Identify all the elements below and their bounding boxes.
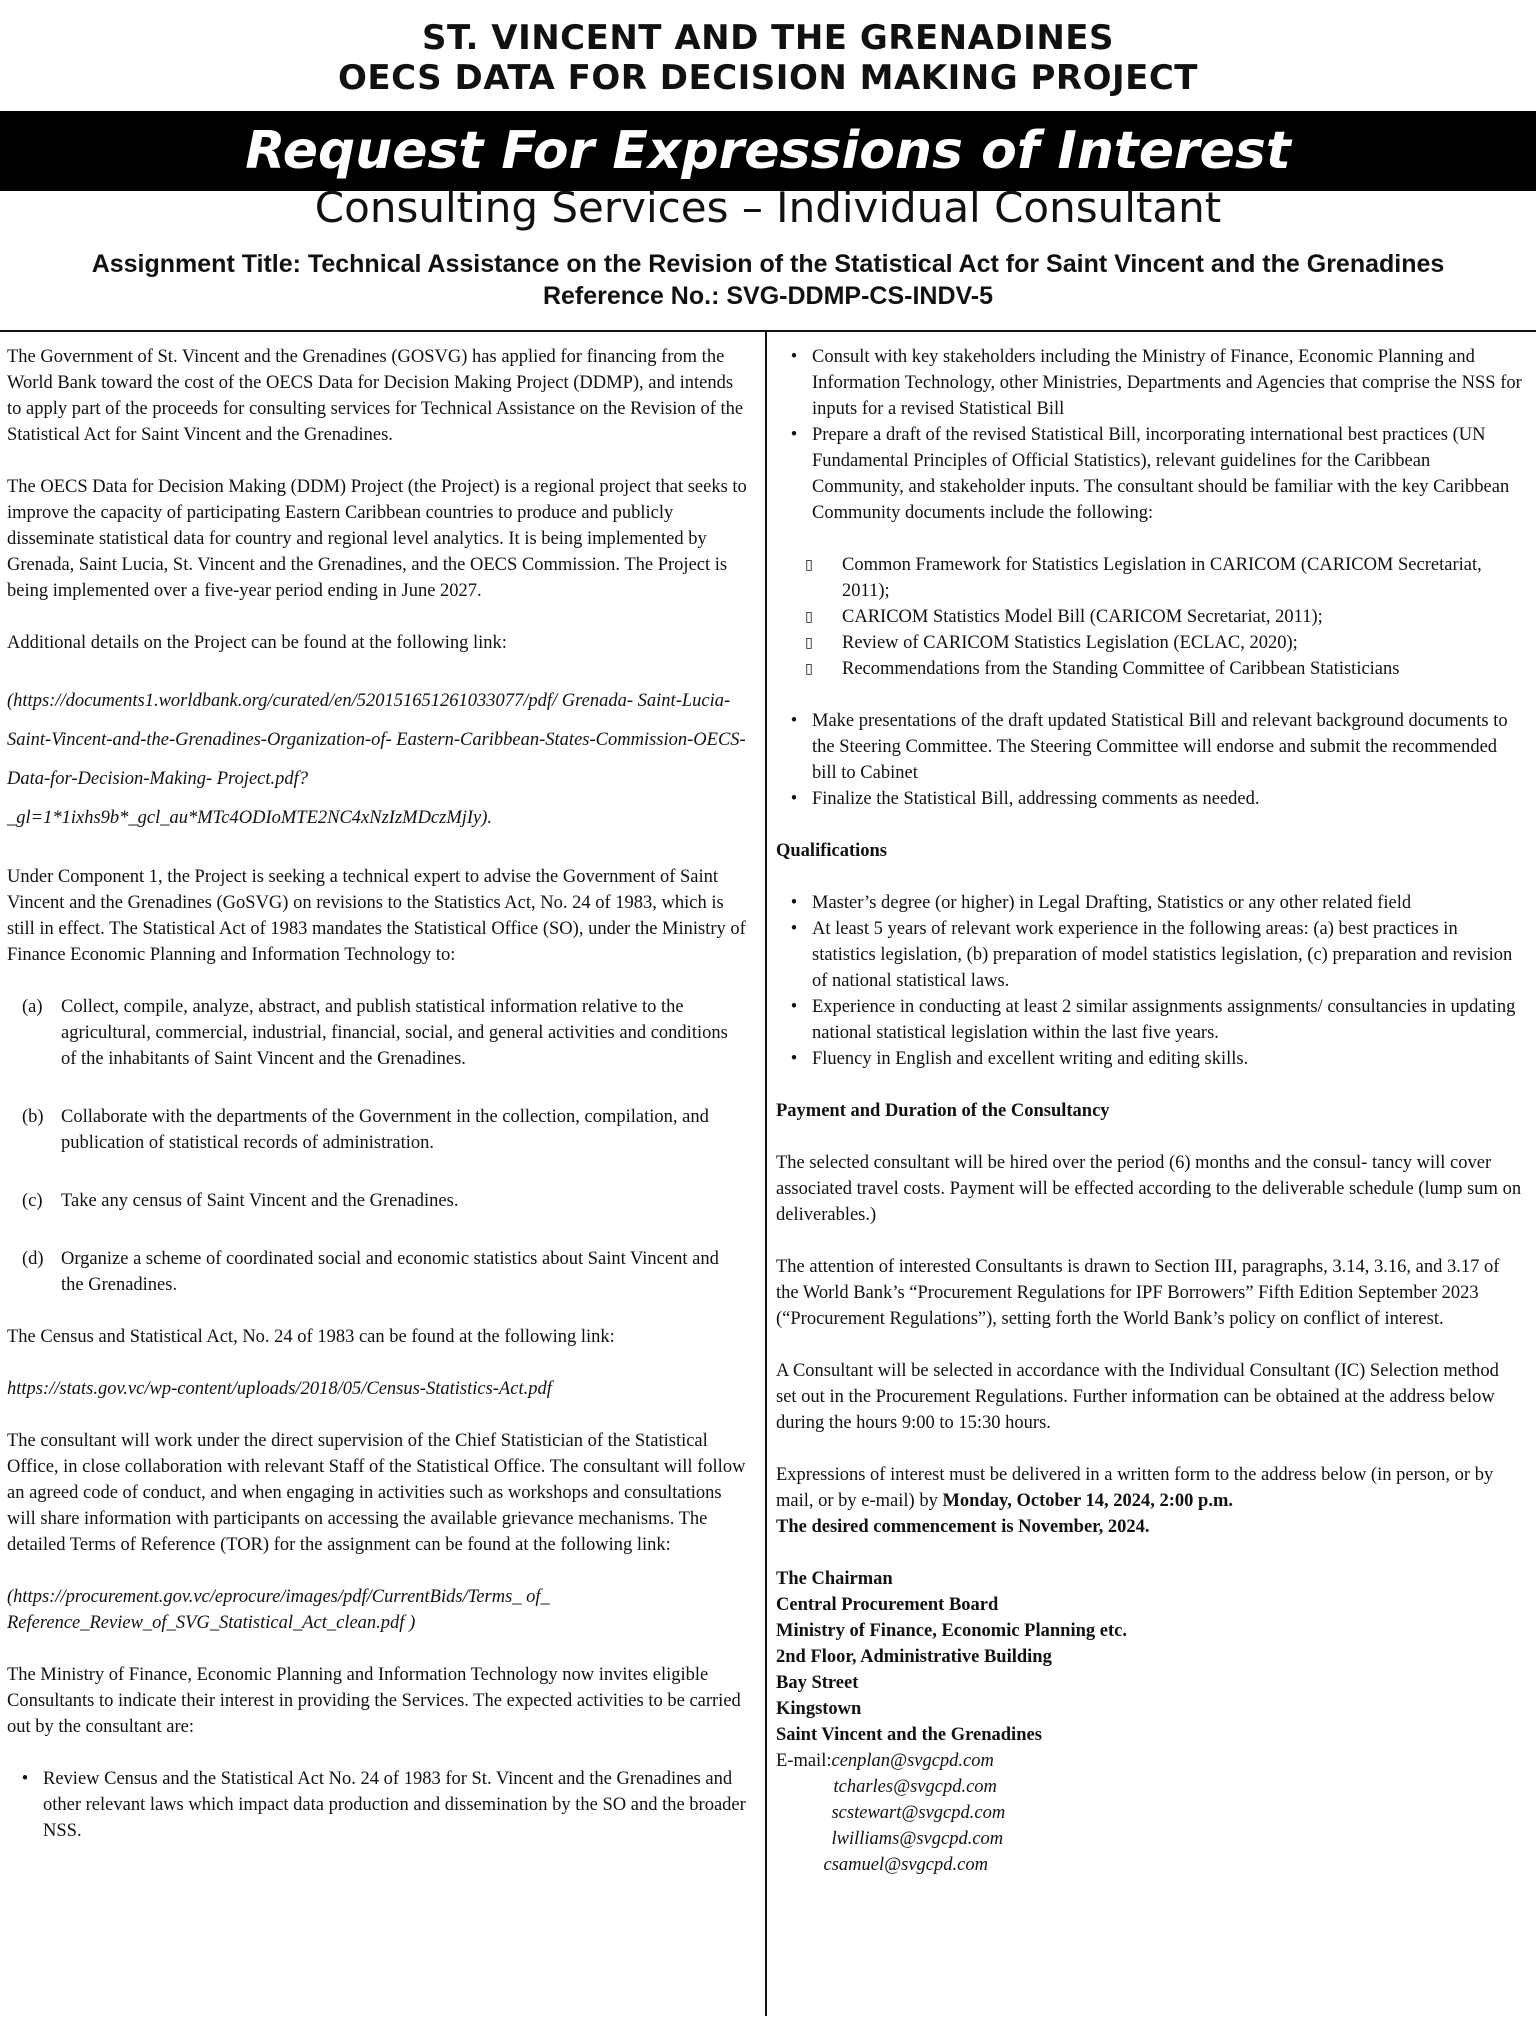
document-text: CARICOM Statistics Model Bill (CARICOM Secretariat, 2011); (842, 607, 1323, 627)
invitation-paragraph: The Ministry of Finance, Economic Planning and Information Technology now invites eligible Consultants to indicate their interest in providing the Services. The expected activities to be carried out by the consultant are: (7, 1665, 741, 1737)
document-text: Common Framework for Statistics Legislation in CARICOM (CARICOM Secretariat, 2011); (842, 555, 1482, 601)
left-column (7, 344, 749, 1844)
mandate-item (7, 994, 749, 1072)
tor-link[interactable]: (https://procurement.gov.vc/eprocure/images/pdf/CurrentBids/Terms_ of_ Reference_Review_of_SVG_Statistical_Act_clean.pdf ) (7, 1587, 550, 1633)
mandate-item-text: Organize a scheme of coordinated social and economic statistics about Saint Vincent and the Grenadines. (61, 1249, 719, 1295)
bullet-icon: • (790, 425, 798, 445)
subtitle: Consulting Services – Individual Consultant (314, 183, 1222, 232)
selection-method-paragraph: A Consultant will be selected in accordance with the Individual Consultant (IC) Selection method set out in the Procurement Regulations. Further information can be obtained at the address below during the hours 9:00 to 15:30 hours. (776, 1361, 1499, 1433)
bullet-icon: • (790, 919, 798, 939)
activity-bullet (776, 344, 1524, 422)
bullet-icon: • (790, 711, 798, 731)
horizontal-rule (0, 330, 1536, 332)
checkbox-icon: ▯ (805, 557, 813, 573)
mandate-item-label: (a) (22, 997, 43, 1017)
mandate-item-label: (d) (22, 1249, 44, 1269)
qualification-text: Fluency in English and excellent writing and editing skills. (812, 1049, 1249, 1069)
activity-text: Consult with key stakeholders including the Ministry of Finance, Economic Planning and Information Technology, other Ministries, Departments and Agencies that comprise the NSS for inputs for a revised Statistical Bill (812, 347, 1522, 419)
address-line: 2nd Floor, Administrative Building (776, 1647, 1052, 1667)
email-address[interactable]: lwilliams@svgcpd.com (831, 1829, 1004, 1849)
mandate-item-text: Collaborate with the departments of the Government in the collection, compilation, and publication of statistical records of administration. (61, 1107, 709, 1153)
census-act-link[interactable]: https://stats.gov.vc/wp-content/uploads/2018/05/Census-Statistics-Act.pdf (7, 1379, 552, 1399)
email-block (776, 1748, 1524, 1878)
mandate-item (7, 1188, 749, 1214)
activity-bullet (776, 708, 1524, 786)
assignment-block (0, 248, 1536, 312)
qualifications-heading: Qualifications (776, 841, 888, 861)
activity-list (776, 344, 1524, 526)
payment-heading: Payment and Duration of the Consultancy (776, 1101, 1110, 1121)
conflict-of-interest-paragraph: The attention of interested Consultants is drawn to Section III, paragraphs, 3.14, 3.16, and 3.17 of the World Bank’s “Procurement Regulations for IPF Borrowers” Fifth Edition September 2023 (“Procurement Regulations”), setting forth the World Bank’s policy on conflict of interest. (776, 1257, 1500, 1329)
document-item (776, 552, 1524, 604)
header-project: OECS DATA FOR DECISION MAKING PROJECT (337, 58, 1199, 98)
component-paragraph: Under Component 1, the Project is seeking a technical expert to advise the Government of Saint Vincent and the Grenadines (GoSVG) on revisions to the Statistics Act, No. 24 of 1983, which is still in effect. The Statistical Act of 1983 mandates the Statistical Office (SO), under the Ministry of Finance Economic Planning and Information Technology to: (7, 867, 746, 965)
email-address[interactable]: tcharles@svgcpd.com (833, 1777, 997, 1797)
qualification-item (776, 994, 1524, 1046)
header-country: ST. VINCENT AND THE GRENADINES (421, 18, 1114, 58)
caricom-documents-list (776, 552, 1524, 682)
right-column (776, 344, 1524, 1878)
address-line: Saint Vincent and the Grenadines (776, 1725, 1042, 1745)
bullet-icon: • (21, 1769, 29, 1789)
address-line: Central Procurement Board (776, 1595, 999, 1615)
bullet-icon: • (790, 789, 798, 809)
bullet-icon: • (790, 1049, 798, 1069)
commencement-date: The desired commencement is November, 2024. (776, 1517, 1150, 1537)
qualification-text: Experience in conducting at least 2 similar assignments assignments/ consultancies in updating national statistical legislation within the last five years. (812, 997, 1516, 1043)
supervision-paragraph: The consultant will work under the direct supervision of the Chief Statistician of the Statistical Office, in close collaboration with relevant Staff of the Statistical Office. The consultant will follow an agreed code of conduct, and when engaging in activities such as workshops and consultations will share information with participants on accessing the available grievance mechanisms. The detailed Terms of Reference (TOR) for the assignment can be found at the following link: (7, 1431, 746, 1555)
activity-text: Make presentations of the draft updated Statistical Bill and relevant background documents to the Steering Committee. The Steering Committee will endorse and submit the recommended bill to Cabinet (812, 711, 1508, 783)
mandate-item-text: Take any census of Saint Vincent and the Grenadines. (61, 1191, 459, 1211)
reference-number: Reference No.: SVG-DDMP-CS-INDV-5 (542, 282, 994, 310)
qualification-text: Master’s degree (or higher) in Legal Drafting, Statistics or any other related field (812, 893, 1412, 913)
qualification-item (776, 1046, 1524, 1072)
submission-text: Expressions of interest must be delivered in a written form to the address below (in person, or by mail, or by e-mail) by (776, 1465, 1494, 1511)
qualification-text: At least 5 years of relevant work experience in the following areas: (a) best practices in statistics legislation, (b) preparation of model statistics legislation, (c) preparation and revision of national statistical laws. (812, 919, 1513, 991)
mandate-item (7, 1104, 749, 1156)
bullet-icon: • (790, 997, 798, 1017)
qualification-item (776, 916, 1524, 994)
bullet-icon: • (790, 893, 798, 913)
activity-bullet (776, 422, 1524, 526)
document-item (776, 630, 1524, 656)
document-text: Review of CARICOM Statistics Legislation (ECLAC, 2020); (842, 633, 1298, 653)
column-divider (765, 332, 767, 2016)
checkbox-icon: ▯ (805, 635, 813, 651)
submission-paragraph (776, 1462, 1524, 1540)
address-line: The Chairman (776, 1569, 893, 1589)
email-address[interactable]: csamuel@svgcpd.com (823, 1855, 988, 1875)
census-act-intro: The Census and Statistical Act, No. 24 of 1983 can be found at the following link: (7, 1327, 615, 1347)
document-item (776, 656, 1524, 682)
details-intro: Additional details on the Project can be found at the following link: (7, 633, 507, 653)
activity-text: Finalize the Statistical Bill, addressing comments as needed. (812, 789, 1260, 809)
address-line: Ministry of Finance, Economic Planning etc. (776, 1621, 1127, 1641)
mandate-item-label: (c) (22, 1191, 43, 1211)
intro-paragraph: The Government of St. Vincent and the Grenadines (GOSVG) has applied for financing from the World Bank toward the cost of the OECS Data for Decision Making Project (DDMP), and intends to apply part of the proceeds for consulting services for Technical Assistance on the Revision of the Statistical Act for Saint Vincent and the Grenadines. (7, 347, 744, 445)
email-list (823, 1748, 1006, 1878)
bullet-icon: • (790, 347, 798, 367)
activity-bullet (776, 786, 1524, 812)
checkbox-icon: ▯ (805, 661, 813, 677)
project-link[interactable]: (https://documents1.worldbank.org/curated/en/520151651261033077/pdf/ Grenada- Saint-Lucia-Saint-Vincent-and-the-Grenadines-Organization-of- Eastern-Caribbean-States-Commission-OECS-Data-for-Decision-Making- Project.pdf?_gl=1*1ixhs9b*_gcl_au*MTc4ODIoMTE2NC4xNzIzMDczMjIy). (7, 691, 746, 828)
mandate-item-text: Collect, compile, analyze, abstract, and publish statistical information relative to the agricultural, commercial, industrial, financial, social, and general activities and conditions of the inhabitants of Saint Vincent and the Grenadines. (61, 997, 728, 1069)
mandate-item-label: (b) (22, 1107, 44, 1127)
project-description: The OECS Data for Decision Making (DDM) Project (the Project) is a regional project that seeks to improve the capacity of participating Eastern Caribbean countries to produce and publicly disseminate statistical data for country and regional level analytics. It is being implemented by Grenada, Saint Lucia, St. Vincent and the Grenadines, and the OECS Commission. The Project is being implemented over a five-year period ending in June 2027. (7, 477, 747, 601)
activity-bullet (7, 1766, 749, 1844)
activity-list-continued (776, 708, 1524, 812)
document-item (776, 604, 1524, 630)
activity-text: Review Census and the Statistical Act No. 24 of 1983 for St. Vincent and the Grenadines and other relevant laws which impact data production and dissemination by the SO and the broader NSS. (43, 1769, 746, 1841)
checkbox-icon: ▯ (805, 609, 813, 625)
email-label: E-mail: (776, 1751, 832, 1771)
qualifications-list (776, 890, 1524, 1072)
deadline: Monday, October 14, 2024, 2:00 p.m. (942, 1491, 1233, 1511)
assignment-title: Assignment Title: Technical Assistance on the Revision of the Statistical Act for Saint Vincent and the Grenadines (91, 250, 1445, 278)
qualification-item (776, 890, 1524, 916)
mandate-item (7, 1246, 749, 1298)
activity-text: Prepare a draft of the revised Statistical Bill, incorporating international best practices (UN Fundamental Principles of Official Statistics), relevant guidelines for the Caribbean Community, and stakeholder inputs. The consultant should be familiar with the key Caribbean Community documents include the following: (812, 425, 1510, 523)
address-line: Bay Street (776, 1673, 859, 1693)
email-address[interactable]: cenplan@svgcpd.com (831, 1751, 994, 1771)
document-text: Recommendations from the Standing Committee of Caribbean Statisticians (842, 659, 1400, 679)
email-address[interactable]: scstewart@svgcpd.com (831, 1803, 1006, 1823)
address-line: Kingstown (776, 1699, 862, 1719)
payment-paragraph: The selected consultant will be hired over the period (6) months and the consul- tancy will cover associated travel costs. Payment will be effected according to the deliverable schedule (lump sum on deliverables.) (776, 1153, 1522, 1225)
title-banner: Request For Expressions of Interest (0, 111, 1536, 191)
address-block (776, 1566, 1524, 1748)
